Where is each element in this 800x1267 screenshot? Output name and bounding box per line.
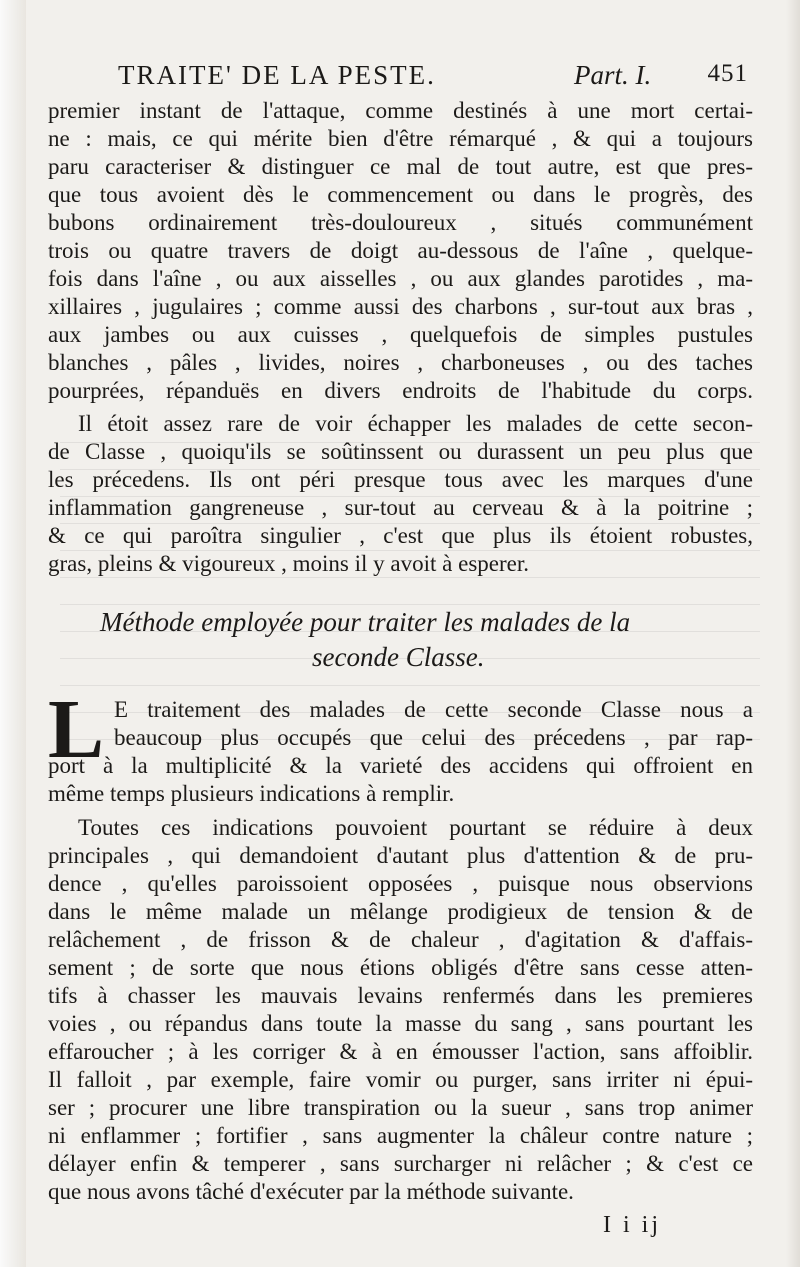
drop-cap: L [48, 683, 105, 776]
text-line: Il étoit assez rare de voir échapper les malades de cette secon- [78, 411, 753, 436]
text-line: dans le même malade un mêlange prodigieux de tension & de [48, 899, 753, 924]
text-line: même temps plusieurs indications à remplir. [48, 781, 455, 806]
text-line: trois ou quatre travers de doigt au-dessous de l'aîne , quelque- [48, 238, 753, 263]
text-line: ni enflammer ; fortifier , sans augmenter la châleur contre nature ; [48, 1123, 753, 1148]
text-line: sement ; de sorte que nous étions obligés d'être sans cesse atten- [48, 955, 753, 980]
text-line: les précedens. Ils ont péri presque tous avec les marques d'une [48, 467, 753, 492]
text-line: inflammation gangreneuse , sur-tout au cerveau & à la poitrine ; [48, 495, 753, 520]
text-line: gras, pleins & vigoureux , moins il y avoit à esperer. [48, 551, 529, 576]
text-line: délayer enfin & temperer , sans surcharger ni relâcher ; & c'est ce [48, 1151, 753, 1176]
signature-mark: I i ij [603, 1212, 661, 1238]
text-line: port à la multiplicité & la varieté des accidens qui offroient en [48, 753, 753, 778]
text-line: principales , qui demandoient d'autant plus d'attention & de pru- [48, 843, 753, 868]
text-line: voies , ou répandus dans toute la masse du sang , sans pourtant les [48, 1011, 753, 1036]
text-line: beaucoup plus occupés que celui des précedens , par rap- [114, 725, 753, 750]
page-number: 451 [707, 60, 748, 87]
text-line: Il falloit , par exemple, faire vomir ou purger, sans irriter ni épui- [48, 1067, 753, 1092]
text-line: & ce qui paroîtra singulier , c'est que plus ils étoient robustes, [48, 523, 753, 548]
page-edge-shadow [786, 0, 800, 1267]
text-line: bubons ordinairement très-douloureux , situés communément [48, 210, 753, 235]
text-line: ser ; procurer une libre transpiration ou la sueur , sans trop animer [48, 1095, 753, 1120]
text-line: effaroucher ; à les corriger & à en émousser l'action, sans affoiblir. [48, 1039, 753, 1064]
text-line: blanches , pâles , livides, noires , charboneuses , ou des taches [48, 350, 753, 375]
text-line: xillaires , jugulaires ; comme aussi des charbons , sur-tout aux bras , [48, 294, 753, 319]
text-line: ne : mais, ce qui mérite bien d'être rémarqué , & qui a toujours [48, 126, 753, 151]
text-line: de Classe , quoiqu'ils se soûtinssent ou durassent un peu plus que [48, 439, 753, 464]
text-line: que tous avoient dès le commencement ou dans le progrès, des [48, 182, 753, 207]
text-line: tifs à chasser les mauvais levains renfermés dans les premieres [48, 983, 753, 1008]
running-head-title: TRAITE' DE LA PESTE. [118, 60, 436, 90]
text-line: relâchement , de frisson & de chaleur , d'agitation & d'affais- [48, 927, 753, 952]
text-line: premier instant de l'attaque, comme destinés à une mort certai- [48, 98, 753, 123]
text-line: paru caracteriser & distinguer ce mal de tout autre, est que pres- [48, 154, 753, 179]
text-line: E traitement des malades de cette seconde Classe nous a [114, 697, 753, 722]
text-line: pourprées, répanduës en divers endroits de l'habitude du corps. [48, 378, 753, 403]
section-heading-line: Méthode employée pour traiter les malades de la [100, 607, 631, 637]
text-line: aux jambes ou aux cuisses , quelquefois de simples pustules [48, 322, 753, 347]
page-gutter-shadow [0, 0, 26, 1267]
section-heading-line: seconde Classe. [312, 642, 485, 672]
text-line: dence , qu'elles paroissoient opposées , puisque nous observions [48, 871, 753, 896]
text-line: que nous avons tâché d'exécuter par la méthode suivante. [48, 1179, 574, 1204]
running-head [118, 60, 748, 94]
text-line: Toutes ces indications pouvoient pourtant se réduire à deux [78, 815, 753, 840]
text-line: fois dans l'aîne , ou aux aisselles , ou aux glandes parotides , ma- [48, 266, 753, 291]
running-head-part: Part. I. [574, 60, 652, 90]
